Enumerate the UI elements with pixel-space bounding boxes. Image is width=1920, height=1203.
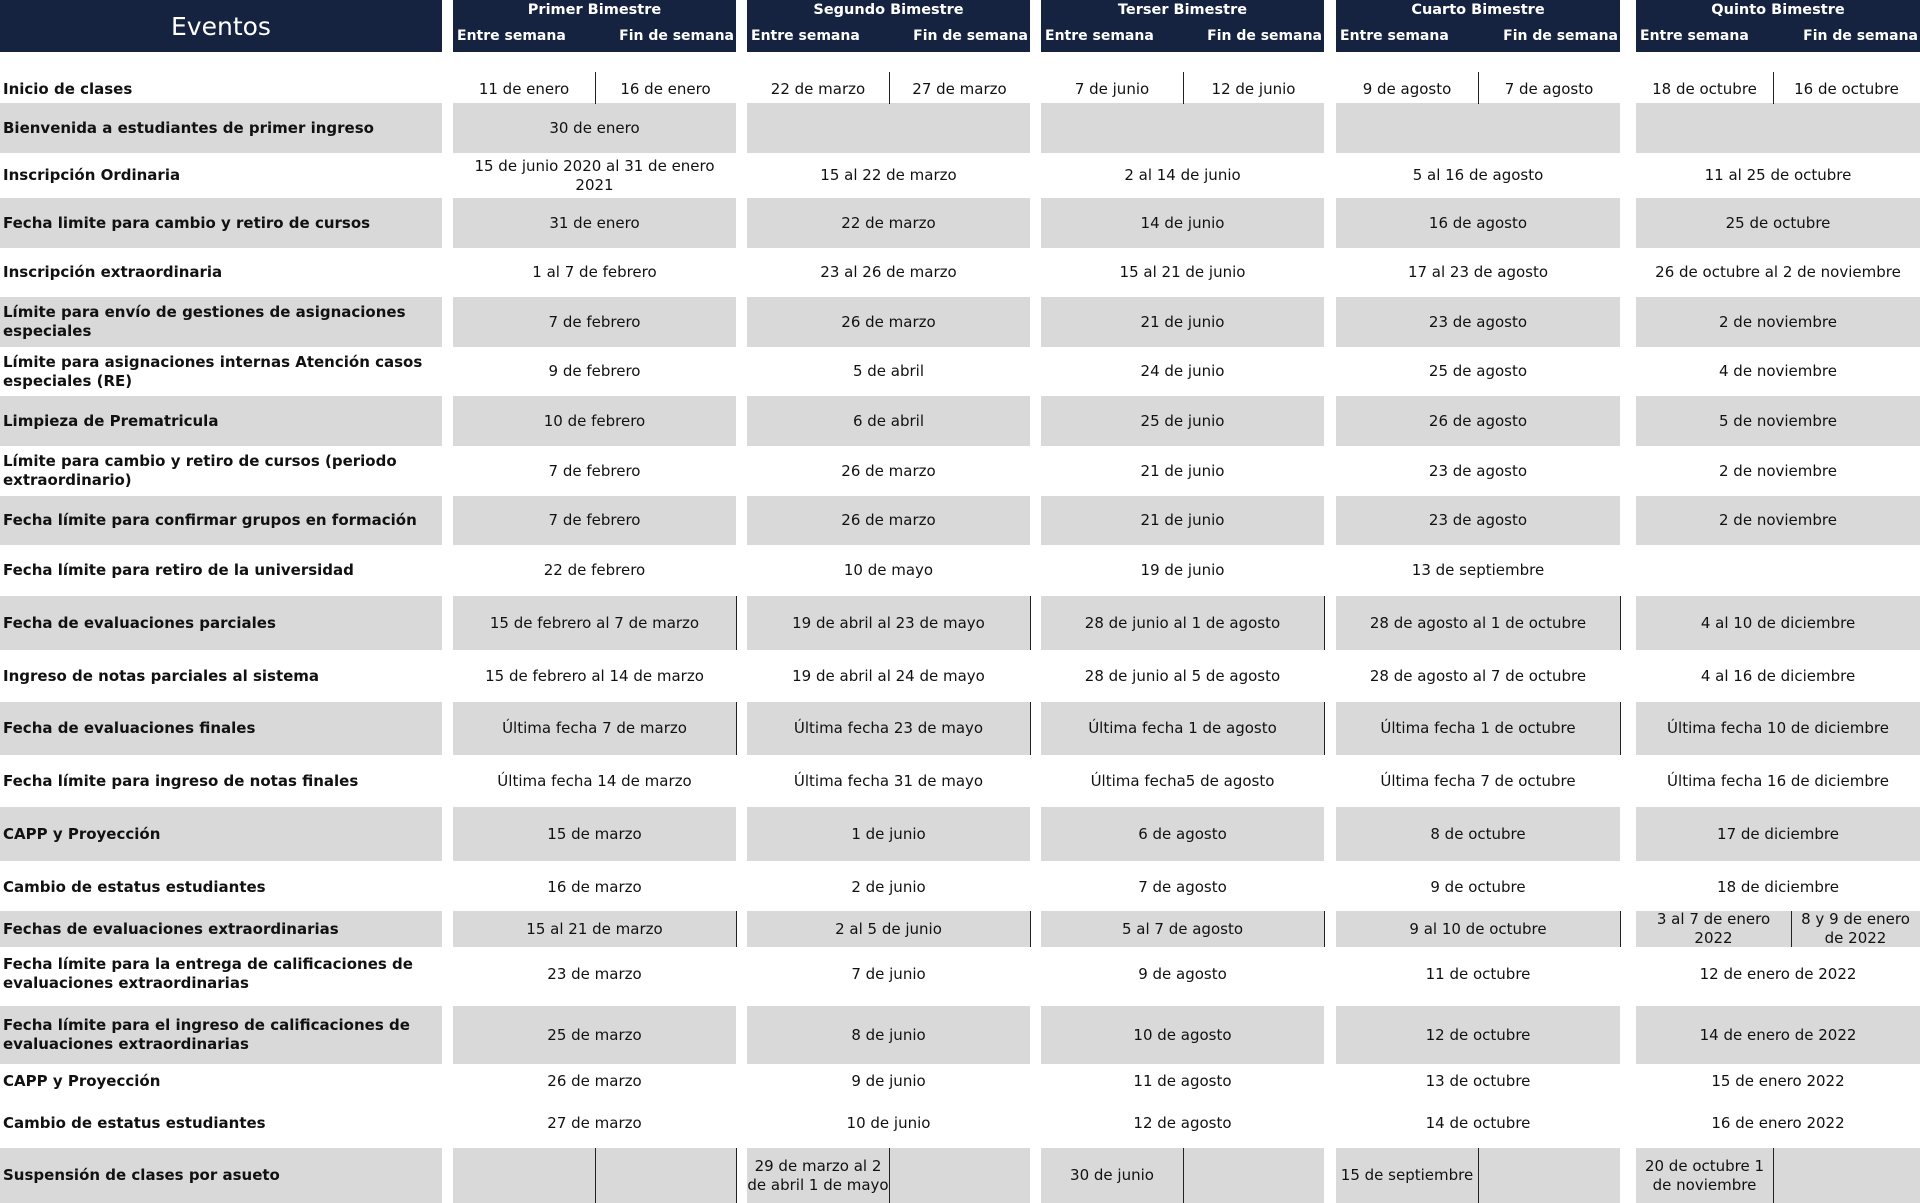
bimester-title: Terser Bimestre	[1117, 2, 1248, 18]
date-cell: 14 de enero de 2022	[1699, 1025, 1857, 1044]
date-cell	[747, 103, 1030, 153]
date-cell: 14 de junio	[1140, 213, 1225, 232]
date-cell-weekday: 11 de enero	[478, 80, 570, 98]
event-label: Inscripción Ordinaria	[3, 166, 181, 184]
date-cell: 16 de marzo	[547, 877, 642, 896]
date-cell: 27 de marzo	[547, 1114, 642, 1132]
date-cell-weekend: 7 de agosto	[1504, 80, 1594, 98]
date-cell: 5 de abril	[852, 362, 925, 380]
event-label: Inicio de clases	[3, 80, 133, 98]
event-label: CAPP y Proyección	[3, 824, 161, 843]
date-cell: 8 de octubre	[1430, 824, 1526, 843]
bimester-title: Primer Bimestre	[527, 2, 662, 18]
date-cell: 2 de noviembre	[1719, 461, 1837, 480]
event-label: Fecha de evaluaciones finales	[3, 719, 256, 737]
date-cell: 15 al 22 de marzo	[820, 166, 957, 184]
cell-right-border	[736, 596, 737, 650]
date-cell-weekday	[453, 1148, 595, 1203]
cell-divider	[1183, 72, 1184, 104]
date-cell: 13 de octubre	[1425, 1072, 1531, 1090]
date-cell: 7 de junio	[851, 964, 926, 983]
cell-right-border	[736, 911, 737, 947]
bimester-header-5	[1636, 0, 1920, 52]
date-cell: Última fecha 7 de octubre	[1380, 771, 1576, 790]
cell-divider	[1773, 72, 1774, 104]
date-cell: 23 de marzo	[547, 964, 642, 983]
date-cell: 12 de octubre	[1425, 1025, 1531, 1044]
cell-divider	[889, 72, 890, 104]
date-cell: 26 de marzo	[547, 1072, 642, 1090]
date-cell-weekend: 16 de enero	[620, 80, 711, 98]
date-cell: 10 de junio	[846, 1114, 931, 1132]
weekend-subheader: Fin de semana	[913, 28, 1028, 44]
date-cell: 25 de octubre	[1725, 213, 1831, 232]
date-cell: 8 de junio	[851, 1025, 926, 1044]
date-cell: 28 de agosto al 1 de octubre	[1369, 613, 1587, 632]
cell-divider	[595, 1148, 596, 1203]
cell-divider	[1183, 1148, 1184, 1203]
date-cell: 19 de abril al 23 de mayo	[792, 613, 985, 632]
event-label: CAPP y Proyección	[3, 1072, 161, 1090]
date-cell: 25 de agosto	[1428, 362, 1528, 380]
date-cell: 25 de marzo	[547, 1025, 642, 1044]
events-header-cell: Eventos	[0, 0, 442, 52]
cell-right-border	[1030, 596, 1031, 650]
date-cell: 15 al 21 de marzo	[526, 919, 663, 938]
date-cell: 15 de enero 2022	[1711, 1072, 1845, 1090]
bimester-title: Cuarto Bimestre	[1411, 2, 1545, 18]
weekday-subheader: Entre semana	[751, 28, 860, 44]
date-cell: 12 de enero de 2022	[1699, 964, 1857, 983]
bimester-header-4	[1336, 0, 1620, 52]
cell-right-border	[736, 702, 737, 755]
date-cell: 15 de febrero al 7 de marzo	[489, 613, 700, 632]
date-cell: 23 de agosto	[1428, 461, 1528, 480]
date-cell: 4 de noviembre	[1719, 362, 1837, 380]
date-cell: 17 de diciembre	[1717, 824, 1839, 843]
date-cell: 4 al 10 de diciembre	[1700, 613, 1856, 632]
date-cell: 10 de febrero	[543, 411, 646, 430]
date-cell: 11 de agosto	[1133, 1072, 1232, 1090]
date-cell: 5 al 7 de agosto	[1121, 919, 1244, 938]
date-cell: 15 de marzo	[547, 824, 642, 843]
date-cell: 5 de noviembre	[1719, 411, 1837, 430]
cell-right-border	[1324, 596, 1325, 650]
event-label: Ingreso de notas parciales al sistema	[3, 666, 320, 685]
date-cell	[1636, 545, 1920, 596]
date-cell-weekday: 22 de marzo	[770, 80, 866, 98]
event-label: Suspensión de clases por asueto	[3, 1166, 280, 1184]
date-cell-weekday: 29 de marzo al 2 de abril 1 de mayo	[747, 1156, 889, 1194]
date-cell: 25 de junio	[1140, 411, 1225, 430]
date-cell: Última fecha5 de agosto	[1090, 771, 1275, 790]
event-label: Limpieza de Prematricula	[3, 411, 219, 430]
date-cell: Última fecha 7 de marzo	[502, 719, 687, 737]
date-cell-weekday: 18 de octubre	[1652, 80, 1757, 98]
date-cell: 21 de junio	[1140, 511, 1225, 529]
date-cell: 26 de marzo	[841, 511, 936, 529]
date-cell: 26 de marzo	[841, 461, 936, 480]
cell-right-border	[1620, 911, 1621, 947]
weekday-subheader: Entre semana	[1045, 28, 1154, 44]
date-cell: 23 de agosto	[1428, 312, 1528, 331]
date-cell: 4 al 16 de diciembre	[1700, 666, 1856, 685]
date-cell: 11 al 25 de octubre	[1704, 166, 1852, 184]
date-cell: 5 al 16 de agosto	[1412, 166, 1544, 184]
cell-divider	[889, 1148, 890, 1203]
date-cell: 2 de junio	[851, 877, 926, 896]
cell-divider	[1478, 1148, 1479, 1203]
event-label: Fecha límite para la entrega de calificaciones de evaluaciones extraordinarias	[3, 955, 413, 992]
date-cell: Última fecha 1 de agosto	[1088, 719, 1277, 737]
date-cell: 17 al 23 de agosto	[1407, 263, 1549, 281]
cell-right-border	[1324, 702, 1325, 755]
cell-right-border	[1620, 596, 1621, 650]
date-cell: 23 al 26 de marzo	[820, 263, 957, 281]
weekend-subheader: Fin de semana	[619, 28, 734, 44]
date-cell-weekend: 12 de junio	[1211, 80, 1296, 98]
date-cell: 18 de diciembre	[1717, 877, 1839, 896]
weekday-subheader: Entre semana	[457, 28, 566, 44]
weekday-subheader: Entre semana	[1640, 28, 1749, 44]
date-cell: 28 de agosto al 7 de octubre	[1369, 666, 1587, 685]
date-cell: 7 de febrero	[548, 312, 641, 331]
date-cell: 28 de junio al 5 de agosto	[1084, 666, 1281, 685]
date-cell	[1041, 103, 1324, 153]
cell-divider	[595, 72, 596, 104]
date-cell: 2 de noviembre	[1719, 511, 1837, 529]
cell-divider	[1791, 911, 1792, 947]
date-cell: 2 al 5 de junio	[835, 919, 942, 938]
date-cell: Última fecha 31 de mayo	[793, 771, 984, 790]
cell-right-border	[1030, 911, 1031, 947]
event-label: Cambio de estatus estudiantes	[3, 877, 266, 896]
date-cell-weekday: 20 de octubre 1 de noviembre	[1644, 1156, 1765, 1194]
date-cell: 26 de agosto	[1428, 411, 1528, 430]
bimester-title: Quinto Bimestre	[1711, 2, 1845, 18]
date-cell: 15 al 21 de junio	[1119, 263, 1246, 281]
date-cell-weekday: 7 de junio	[1074, 80, 1150, 98]
cell-right-border	[1030, 702, 1031, 755]
weekday-subheader: Entre semana	[1340, 28, 1449, 44]
bimester-header-3	[1041, 0, 1324, 52]
date-cell: 16 de agosto	[1428, 213, 1528, 232]
date-cell-weekday: 30 de junio	[1070, 1166, 1154, 1184]
date-cell: 1 de junio	[851, 824, 926, 843]
date-cell: Última fecha 14 de marzo	[497, 771, 692, 790]
date-cell: Última fecha 23 de mayo	[793, 719, 984, 737]
event-label: Fecha límite para confirmar grupos en formación	[3, 511, 417, 529]
date-cell: 16 de enero 2022	[1711, 1114, 1845, 1132]
date-cell: 21 de junio	[1140, 312, 1225, 331]
date-cell: 30 de enero	[549, 118, 640, 137]
date-cell-weekend: 27 de marzo	[912, 80, 1007, 98]
cell-right-border	[736, 1148, 737, 1203]
bimester-header-1	[453, 0, 736, 52]
date-cell: 15 de junio 2020 al 31 de enero 2021	[474, 156, 715, 194]
weekend-subheader: Fin de semana	[1803, 28, 1918, 44]
date-cell: 31 de enero	[549, 213, 640, 232]
date-cell: 10 de agosto	[1133, 1025, 1232, 1044]
date-cell: 19 de junio	[1140, 561, 1225, 579]
date-cell: Última fecha 10 de diciembre	[1667, 719, 1889, 737]
date-cell: 19 de abril al 24 de mayo	[792, 666, 985, 685]
event-label: Fechas de evaluaciones extraordinarias	[3, 919, 339, 938]
date-cell: 10 de mayo	[843, 561, 934, 579]
date-cell: 2 de noviembre	[1719, 312, 1837, 331]
date-cell: 1 al 7 de febrero	[532, 263, 657, 281]
date-cell: 9 al 10 de octubre	[1409, 919, 1547, 938]
event-label: Inscripción extraordinaria	[3, 263, 223, 281]
bimester-title: Segundo Bimestre	[813, 2, 964, 18]
event-label: Límite para cambio y retiro de cursos (periodo extraordinario)	[3, 452, 397, 489]
date-cell: 7 de febrero	[548, 461, 641, 480]
bimester-header-2	[747, 0, 1030, 52]
date-cell: 26 de octubre al 2 de noviembre	[1655, 263, 1901, 281]
weekend-subheader: Fin de semana	[1207, 28, 1322, 44]
date-cell: 22 de marzo	[841, 213, 936, 232]
date-cell-weekday: 9 de agosto	[1362, 80, 1452, 98]
date-cell: 2 al 14 de junio	[1124, 166, 1241, 184]
date-cell: 14 de octubre	[1425, 1114, 1531, 1132]
event-label: Cambio de estatus estudiantes	[3, 1114, 266, 1132]
date-cell: 9 de octubre	[1430, 877, 1526, 896]
date-cell: 6 de agosto	[1138, 824, 1227, 843]
date-cell: 15 de febrero al 14 de marzo	[485, 666, 704, 685]
event-label: Fecha limite para cambio y retiro de cursos	[3, 213, 371, 232]
date-cell: 9 de junio	[851, 1072, 926, 1090]
cell-right-border	[1620, 702, 1621, 755]
date-cell: 13 de septiembre	[1411, 561, 1545, 579]
date-cell	[1336, 103, 1620, 153]
date-cell: 26 de marzo	[841, 312, 936, 331]
date-cell: 9 de agosto	[1138, 964, 1227, 983]
date-cell: Última fecha 16 de diciembre	[1667, 771, 1889, 790]
event-label: Fecha límite para retiro de la universidad	[3, 561, 354, 579]
date-cell: 12 de agosto	[1133, 1114, 1232, 1132]
date-cell: 7 de agosto	[1138, 877, 1227, 896]
date-cell: 11 de octubre	[1425, 964, 1531, 983]
date-cell-weekday: 15 de septiembre	[1340, 1166, 1474, 1184]
event-label: Límite para envío de gestiones de asignaciones especiales	[3, 303, 406, 340]
event-label: Fecha límite para ingreso de notas finales	[3, 771, 359, 790]
cell-divider	[1773, 1148, 1774, 1203]
date-cell: 21 de junio	[1140, 461, 1225, 480]
event-label: Fecha límite para el ingreso de calificaciones de evaluaciones extraordinarias	[3, 1016, 410, 1053]
date-cell: 22 de febrero	[543, 561, 646, 579]
event-label: Bienvenida a estudiantes de primer ingreso	[3, 118, 374, 137]
date-cell: 23 de agosto	[1428, 511, 1528, 529]
date-cell	[1636, 103, 1920, 153]
date-cell: Última fecha 1 de octubre	[1380, 719, 1576, 737]
date-cell: 7 de febrero	[548, 511, 641, 529]
date-cell: 28 de junio al 1 de agosto	[1084, 613, 1281, 632]
date-cell: 9 de febrero	[548, 362, 641, 380]
date-cell-weekend: 16 de octubre	[1794, 80, 1899, 98]
cell-right-border	[1324, 911, 1325, 947]
cell-divider	[1478, 72, 1479, 104]
date-cell-weekend: 8 y 9 de enero de 2022	[1801, 910, 1910, 947]
event-label: Fecha de evaluaciones parciales	[3, 613, 276, 632]
date-cell-weekday: 3 al 7 de enero 2022	[1656, 910, 1771, 947]
date-cell: 6 de abril	[852, 411, 925, 430]
weekend-subheader: Fin de semana	[1503, 28, 1618, 44]
date-cell: 24 de junio	[1140, 362, 1225, 380]
event-label: Límite para asignaciones internas Atención casos especiales (RE)	[3, 352, 423, 390]
